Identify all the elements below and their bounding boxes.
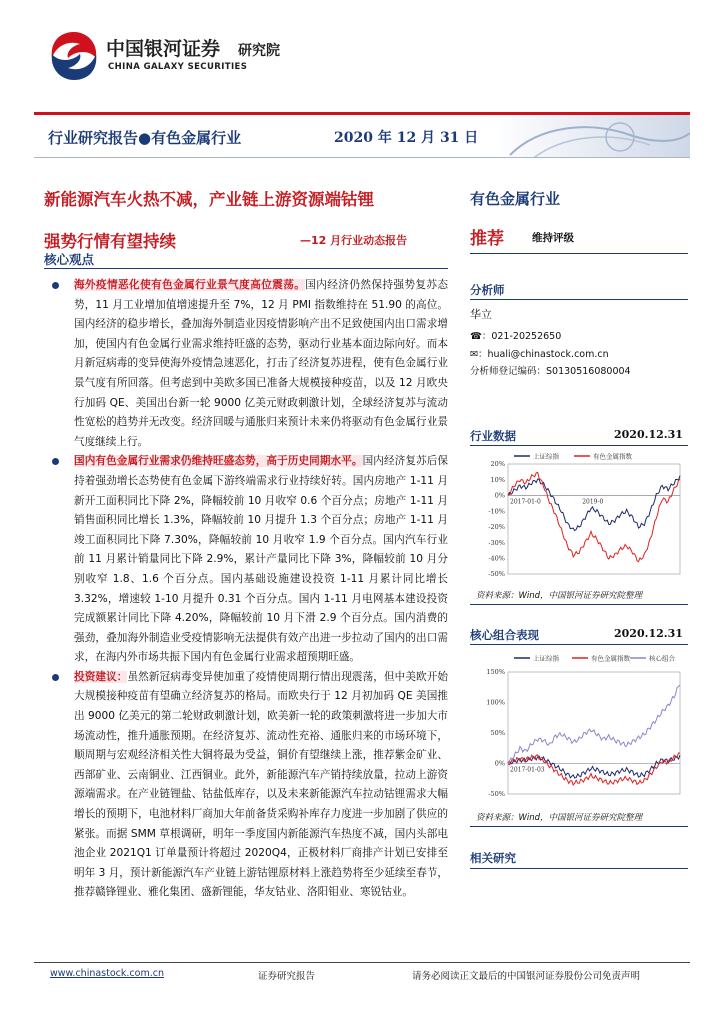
core-combo-heading: 核心组合表现 bbox=[470, 628, 539, 642]
footer-label: 证券研究报告 bbox=[258, 971, 316, 982]
galaxy-logo-icon bbox=[46, 28, 102, 84]
decorative-swirl-icon bbox=[470, 115, 690, 158]
phone-icon: ☎ bbox=[470, 331, 482, 342]
institute-label: 研究院 bbox=[238, 43, 280, 59]
report-title-line-2: 强势行情有望持续 bbox=[44, 232, 176, 251]
core-bullets bbox=[48, 276, 448, 903]
y-tick-label: 50% bbox=[490, 729, 505, 738]
core-combo-chart bbox=[476, 650, 686, 800]
bullet-lead: 国内有色金属行业需求仍维持旺盛态势，高于历史同期水平。 bbox=[74, 455, 363, 468]
bullet-paragraph bbox=[48, 452, 448, 668]
series-line bbox=[508, 685, 680, 766]
analyst-phone: ☎：021-20252650 bbox=[470, 331, 562, 342]
x-tick-label: 2019-0 bbox=[582, 498, 604, 506]
legend-label: 有色金属指数 bbox=[591, 654, 630, 663]
bullet-icon bbox=[52, 458, 59, 465]
bullet-icon bbox=[52, 282, 59, 289]
y-tick-label: -10% bbox=[488, 507, 505, 516]
core-combo-date: 2020.12.31 bbox=[614, 627, 683, 640]
y-tick-label: -50% bbox=[488, 570, 505, 579]
legend-label: 核心组合 bbox=[649, 654, 675, 663]
core-divider bbox=[44, 268, 448, 269]
x-tick-label: 2017-01-0 bbox=[510, 498, 541, 506]
core-heading: 核心观点 bbox=[44, 252, 95, 267]
bullet-lead: 海外疫情恶化使有色金属行业景气度高位震荡。 bbox=[74, 279, 306, 291]
chart-source: 资料来源：Wind，中国银河证券研究院整理 bbox=[476, 813, 643, 823]
y-tick-label: 20% bbox=[490, 460, 505, 469]
bullet-icon bbox=[52, 674, 59, 681]
report-subtitle: —12 月行业动态报告 bbox=[300, 234, 408, 247]
report-type: 行业研究报告●有色金属行业 bbox=[48, 129, 242, 147]
chart-source-divider bbox=[470, 604, 688, 605]
analyst-license: 分析师登记编码：S0130516080004 bbox=[470, 366, 631, 377]
analyst-email[interactable]: ✉：huali@chinastock.com.cn bbox=[470, 349, 609, 360]
core-combo-divider bbox=[470, 644, 688, 645]
industry-data-chart bbox=[476, 448, 686, 580]
series-line bbox=[508, 472, 680, 561]
y-tick-label: -20% bbox=[488, 523, 505, 532]
plot-frame bbox=[508, 672, 680, 794]
bullet-lead: 投资建议： bbox=[74, 670, 128, 683]
industry-data-heading: 行业数据 bbox=[470, 429, 516, 443]
sidebar-divider bbox=[470, 253, 688, 254]
footer-disclaimer: 请务必阅读正文最后的中国银河证券股份公司免责声明 bbox=[412, 971, 641, 982]
industry-data-divider bbox=[470, 445, 688, 446]
legend-label: 上证综指 bbox=[533, 654, 559, 663]
analyst-heading: 分析师 bbox=[470, 283, 505, 297]
bullet-paragraph bbox=[48, 668, 448, 903]
bullet-body: 国内经济复苏后保持着强劲增长态势使有色金属下游终端需求行业持续好转。国内房地产 1-11 月新开工面积同比下降 2%，降幅较前 10 月收窄 0.6 个百分点；房地产 1-11 月销售面积同比增长 1.3%，降幅较前 10 月提升 1.3 个百分点；房地产 1-11 月竣工面积同比下降 7.30%，降幅较前 10 月收窄 1.9 个百分点。国内汽车行业前 11 月累计销量同比下降 2.9%，累计产量同比下降 3%，降幅较前 10 月分别收窄 1.8、1.6 个百分点。国内基础设施建设投资 1-11 月累计同比增长 3.32%，增速较 1-10 月提升 0.31 个百分点。国内 1-11 月电网基本建设投资完成额累计同比下降 4.20%，降幅较前 10 月下滑 2.9 个百分点。国内消费的强劲，叠加海外制造业受疫情影响无法提供有效产出进一步拉动了国内的出口需求，在海内外市场共振下国内有色金属行业需求超预期旺盛。 bbox=[74, 455, 449, 664]
y-tick-label: 0% bbox=[494, 759, 505, 768]
y-tick-label: -40% bbox=[488, 554, 505, 563]
chart-source-divider bbox=[470, 826, 688, 827]
x-tick-label: 2017-01-03 bbox=[510, 766, 545, 774]
report-date: 2020 年 12 月 31 日 bbox=[334, 130, 479, 146]
rating-note: 维持评级 bbox=[532, 232, 574, 244]
logo-chinese-name: 中国银河证券 bbox=[106, 38, 221, 60]
bullet-body: 虽然新冠病毒变异使加重了疫情使周期行情出现震荡，但中美欧开始大规模接种疫苗有望确立经济复苏的格局。而欧央行于 12 月初加码 QE 美国推出 9000 亿美元的第二轮财政刺激计划，欧美新一轮的政策刺激将进一步加大市场流动性，推升通胀预期。在经济复苏、流动性充裕、通胀归来的市场环境下，顺周期与宏观经济相关性大铜将最为受益，铜价有望继续上涨，推荐紫金矿业、西部矿业、云南铜业、江西铜业。此外，新能源汽车产销持续放量，拉动上游资源端需求。在产业链锂盐、钴盐低库存，以及未来新能源汽车拉动钴锂需求大幅增长的预期下，电池材料厂商加大年前备货采购补库存力度进一步加剧了供应的紧张。而据 SMM 草根调研，明年一季度国内新能源汽车热度不减，国内头部电池企业 2021Q1 订单量预计将超过 2020Q4，正极材料厂商排产计划已安排至明年 3 月，预计新能源汽车产业链上游钴锂原材料上涨趋势将至少延续至春节，推荐赣锋锂业、雅化集团、盛新锂能，华友钴业、洛阳钼业、寒锐钴业。 bbox=[74, 670, 449, 899]
report-title-line-1: 新能源汽车火热不减，产业链上游资源端钴锂 bbox=[44, 190, 374, 209]
y-tick-label: 150% bbox=[486, 668, 505, 677]
email-icon: ✉ bbox=[470, 349, 478, 360]
report-banner bbox=[34, 112, 690, 158]
analyst-name: 华立 bbox=[470, 308, 492, 321]
analyst-divider bbox=[470, 299, 688, 300]
bullet-paragraph bbox=[48, 276, 448, 452]
y-tick-label: 10% bbox=[490, 475, 505, 484]
recommendation: 推荐 bbox=[470, 229, 504, 249]
related-divider bbox=[470, 868, 688, 869]
y-tick-label: 100% bbox=[486, 698, 505, 707]
y-tick-label: -30% bbox=[488, 538, 505, 547]
chart-source: 资料来源：Wind，中国银河证券研究院整理 bbox=[476, 591, 643, 601]
y-tick-label: -50% bbox=[488, 790, 505, 799]
footer-divider bbox=[34, 962, 690, 963]
legend-label: 有色金属指数 bbox=[593, 452, 632, 461]
y-tick-label: 0% bbox=[494, 491, 505, 500]
industry-data-date: 2020.12.31 bbox=[614, 428, 683, 441]
company-logo bbox=[46, 28, 316, 86]
legend-label: 上证综指 bbox=[533, 452, 559, 461]
sector-name: 有色金属行业 bbox=[470, 190, 561, 208]
related-research-heading: 相关研究 bbox=[470, 851, 516, 865]
logo-english-name: CHINA GALAXY SECURITIES bbox=[108, 62, 248, 72]
bullet-body: 国内经济仍然保持强势复苏态势，11 月工业增加值增速提升至 7%，12 月 PMI 指数维持在 51.90 的高位。国内经济的稳步增长，叠加海外制造业因疫情影响产出不足致使国内出口需求增加，使国内有色金属行业需求维持旺盛的态势，驱动行业基本面边际向好。而本月新冠病毒的变异使海外疫情急速恶化，打击了经济复苏进程，使有色金属行业景气度有所回落。但考虑到中美欧多国已准备大规模接种疫苗，以及 12 月欧央行加码 QE、美国出台新一轮 9000 亿美元财政刺激计划，全球经济复苏与流动性宽松的趋势并无改变。经济回暖与通胀归来预计未来仍将驱动有色金属行业景气度继续上行。 bbox=[74, 279, 449, 448]
footer-website-link[interactable]: www.chinastock.com.cn bbox=[50, 968, 164, 979]
